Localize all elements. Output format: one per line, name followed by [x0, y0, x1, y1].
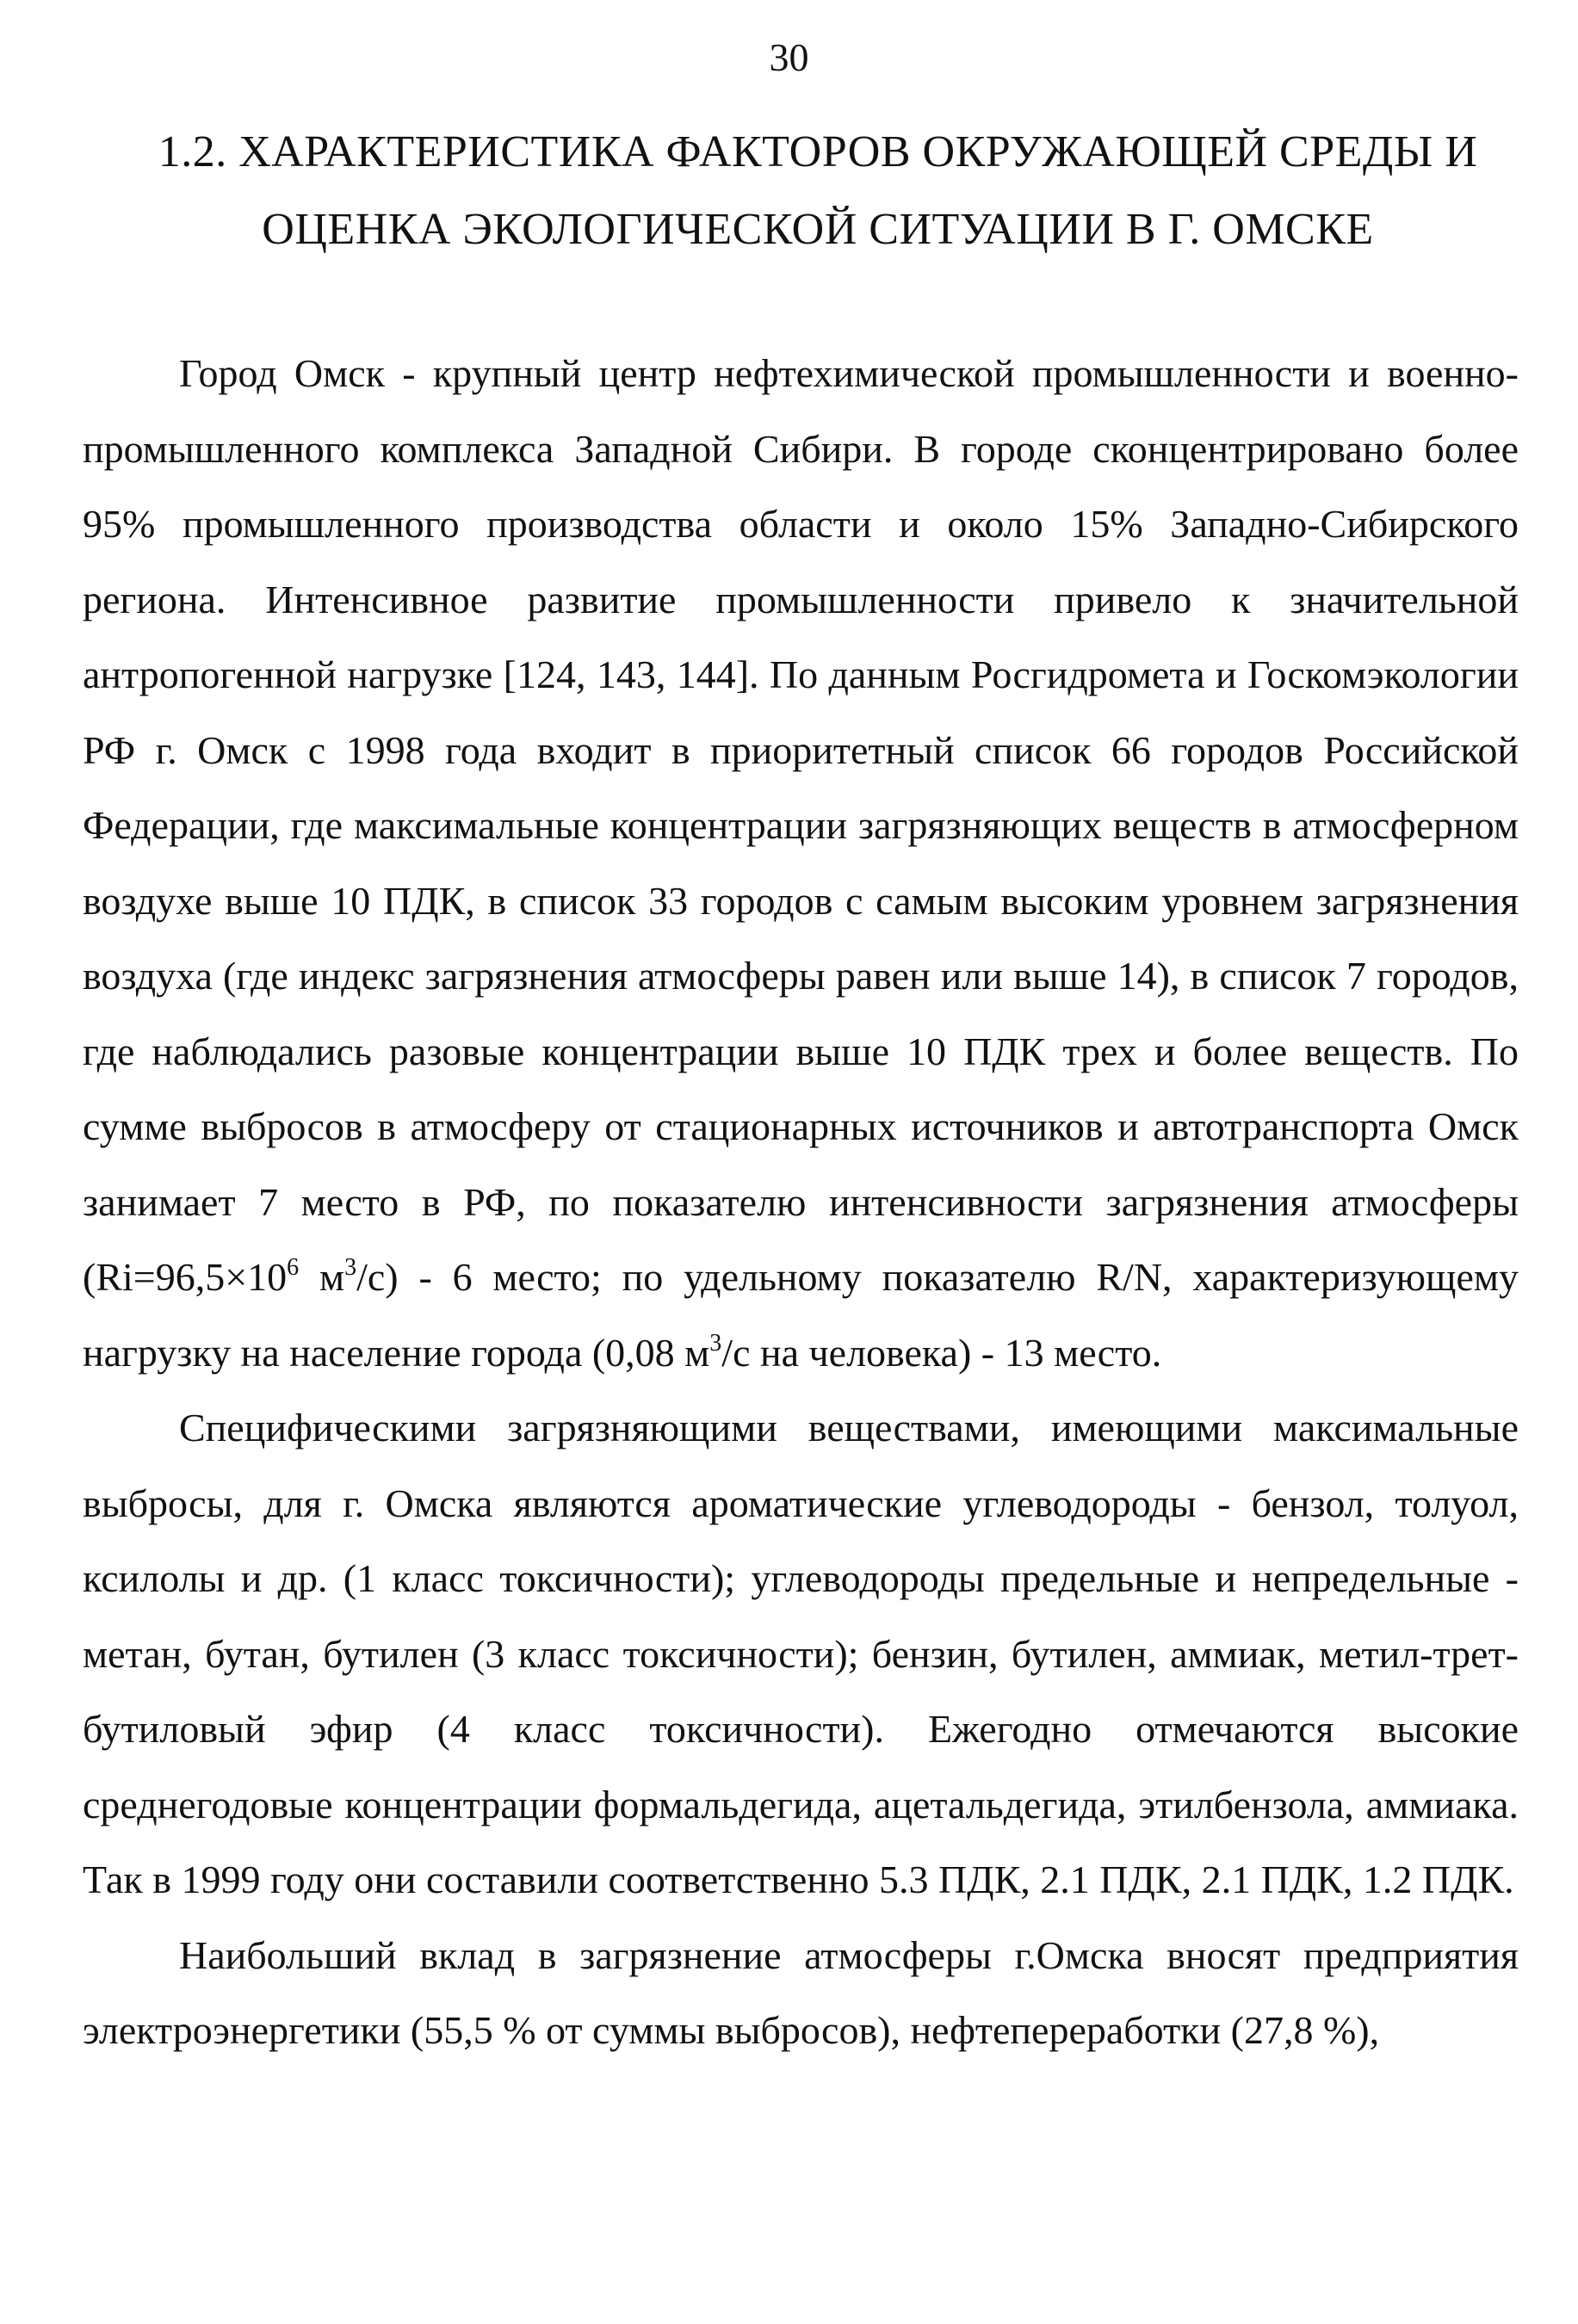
paragraph-2: Специфическими загрязняющими веществами, имеющими максимальные выбросы, для г. Омска являются ароматические углеводороды - бензол, толуол, ксилолы и др. (1 класс токсичности); углеводороды предельные и непредельные - метан, бутан, бутилен (3 класс токсичности); бензин, бутилен, аммиак, метил-трет-бутиловый эфир (4 класс токсичности). Ежегодно отмечаются высокие среднегодовые концентрации формальдегида, ацетальдегида, этилбензола, аммиака. Так в 1999 году они составили соответственно 5.3 ПДК, 2.1 ПДК, 2.1 ПДК, 1.2 ПДК. [83, 1406, 1519, 1901]
paragraph-1-text-a: Город Омск - крупный центр нефтехимической промышленности и военно-промышленного комплекса Западной Сибири. В городе сконцентрировано более 95% промышленного производства области и около 15% Западно-Сибирского региона. Интенсивное развитие промышленности привело к значительной антропогенной нагрузке [124, 143, 144]. По данным Росгидромета и Госкомэкологии РФ г. Омск с 1998 года входит в приоритетный список 66 городов Российской Федерации, где максимальные концентрации загрязняющих веществ в атмосферном воздухе выше 10 ПДК, в список 33 городов с самым высоким уровнем загрязнения воздуха (где индекс загрязнения атмосферы равен или выше 14), в список 7 городов, где наблюдались разовые концентрации выше 10 ПДК трех и более веществ. По сумме выбросов в атмосферу от стационарных источников и автотранспорта Омск занимает 7 место в РФ, по показателю интенсивности загрязнения атмосферы (Ri=96,5×10 [83, 351, 1519, 1299]
body-text [83, 336, 1519, 2068]
paragraph-1-text-c: /с) - 6 место; по удельному показателю R/N, характеризующему нагрузку на население города (0,08 м [83, 1255, 1519, 1375]
section-heading [129, 114, 1507, 269]
exponent-superscript: 6 [287, 1254, 300, 1281]
paragraph-1 [83, 336, 1519, 1390]
section-heading-line-2: ОЦЕНКА ЭКОЛОГИЧЕСКОЙ СИТУАЦИИ В Г. ОМСКЕ [262, 205, 1374, 254]
cubic-superscript: 3 [344, 1254, 357, 1281]
cubic-superscript-2: 3 [709, 1329, 722, 1357]
page-number: 30 [769, 35, 809, 79]
paragraph-1-text-b: м [299, 1255, 345, 1299]
paragraph-3: Наибольший вклад в загрязнение атмосферы г.Омска вносят предприятия электроэнергетики (55,5 % от суммы выбросов), нефтепереработки (27,8 %), [83, 1932, 1519, 2052]
section-heading-line-1: 1.2. ХАРАКТЕРИСТИКА ФАКТОРОВ ОКРУЖАЮЩЕЙ СРЕДЫ И [158, 127, 1478, 176]
paragraph-1-text-d: /с на человека) - 13 место. [721, 1330, 1162, 1375]
